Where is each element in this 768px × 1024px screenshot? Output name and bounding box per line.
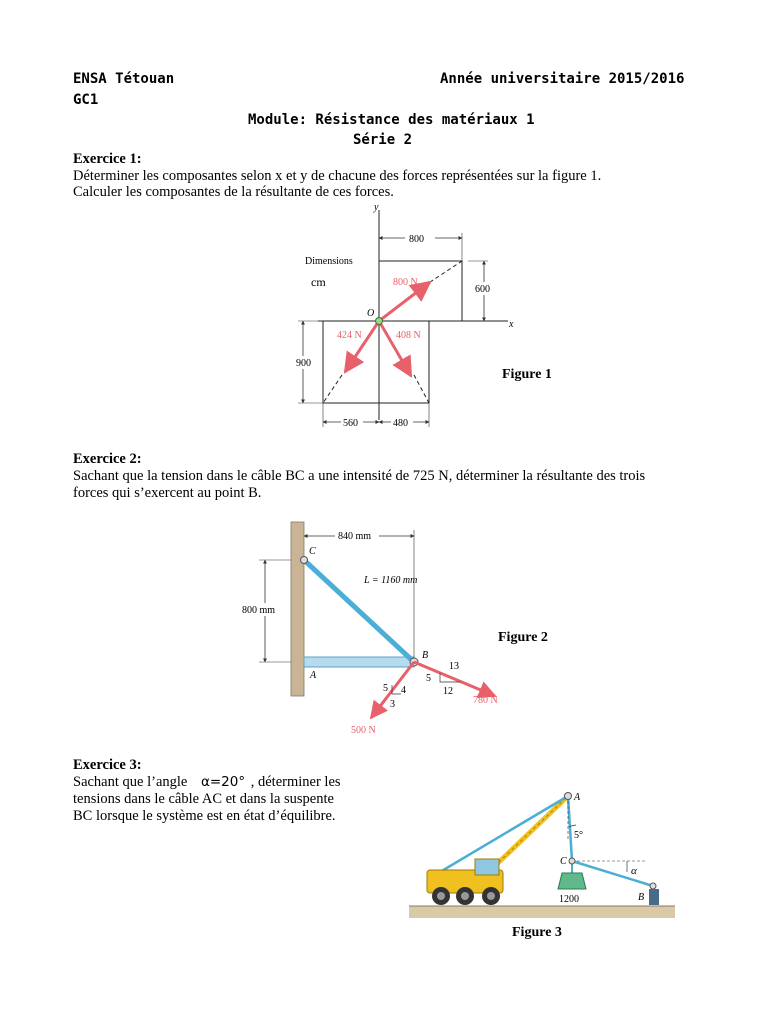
fig2-length: L = 1160 mm [364, 575, 418, 586]
fig2-force-780: 780 N [473, 695, 498, 706]
fig2-slope-5a: 5 [426, 673, 431, 684]
fig1-x-label: x [509, 319, 514, 330]
fig2-point-c: C [309, 546, 316, 557]
fig2-slope-3: 3 [390, 699, 395, 710]
fig2-slope-5b: 5 [383, 683, 388, 694]
figure3-diagram [405, 775, 677, 920]
figure2-label: Figure 2 [498, 630, 548, 645]
fig1-origin: O [367, 308, 375, 319]
ex1-line2: Calculer les composantes de la résultante de ces forces. [73, 184, 394, 200]
fig2-slope-12: 12 [443, 686, 453, 697]
fig1-dim-600: 600 [475, 284, 490, 295]
ex3-line2: tensions dans le câble AC et dans la suspente [73, 791, 334, 807]
fig2-force-500: 500 N [351, 725, 376, 736]
figure1-diagram [288, 200, 523, 432]
ex3-line3: BC lorsque le système est en état d’équilibre. [73, 808, 336, 824]
fig3-angle-5: 5° [574, 830, 583, 841]
fig1-dim-800: 800 [409, 234, 424, 245]
fig1-force-408: 408 N [396, 330, 421, 341]
fig1-force-800: 800 N [393, 277, 418, 288]
fig1-dim-900: 900 [296, 358, 311, 369]
academic-year: Année universitaire 2015/2016 [440, 71, 685, 87]
ex2-line1: Sachant que la tension dans le câble BC a une intensité de 725 N, déterminer la résultante des trois [73, 468, 646, 484]
fig1-dim-480: 480 [393, 418, 408, 429]
ex3-line1-a: Sachant que l’angle [73, 774, 191, 790]
figure3-label: Figure 3 [512, 925, 562, 940]
fig1-dimensions-unit: cm [311, 275, 326, 289]
ex2-line2: forces qui s’exercent au point B. [73, 485, 262, 501]
fig2-point-b: B [422, 650, 429, 661]
fig1-force-424: 424 N [337, 330, 362, 341]
fig2-dim-800: 800 mm [242, 605, 276, 616]
ex3-alpha-eq: α=20° [200, 774, 246, 790]
fig2-slope-4: 4 [401, 685, 406, 696]
fig2-dim-840: 840 mm [338, 531, 372, 542]
fig3-load: 1200 [559, 894, 579, 905]
ex3-title: Exercice 3: [73, 757, 142, 773]
fig3-point-b: B [638, 892, 645, 903]
fig1-dim-560: 560 [343, 418, 358, 429]
ex1-line1: Déterminer les composantes selon x et y de chacune des forces représentées sur la figure 1. [73, 168, 602, 184]
fig1-dimensions-title: Dimensions [305, 256, 353, 267]
fig3-point-c: C [560, 856, 567, 867]
ex1-title: Exercice 1: [73, 151, 142, 167]
ex2-title: Exercice 2: [73, 451, 142, 467]
school-name: ENSA Tétouan [73, 71, 175, 87]
fig2-point-a: A [310, 670, 317, 681]
fig2-slope-13: 13 [449, 661, 459, 672]
class-name: GC1 [73, 92, 99, 108]
fig1-y-label: y [374, 202, 379, 213]
serie-title: Série 2 [353, 132, 413, 148]
ex3-line1 [73, 774, 341, 791]
fig3-alpha: α [631, 865, 637, 877]
module-title: Module: Résistance des matériaux 1 [248, 112, 535, 128]
ex3-line1-b: , déterminer les [247, 774, 341, 790]
figure1-label: Figure 1 [502, 367, 552, 382]
fig3-point-a: A [574, 792, 581, 803]
figure2-diagram [225, 518, 525, 740]
